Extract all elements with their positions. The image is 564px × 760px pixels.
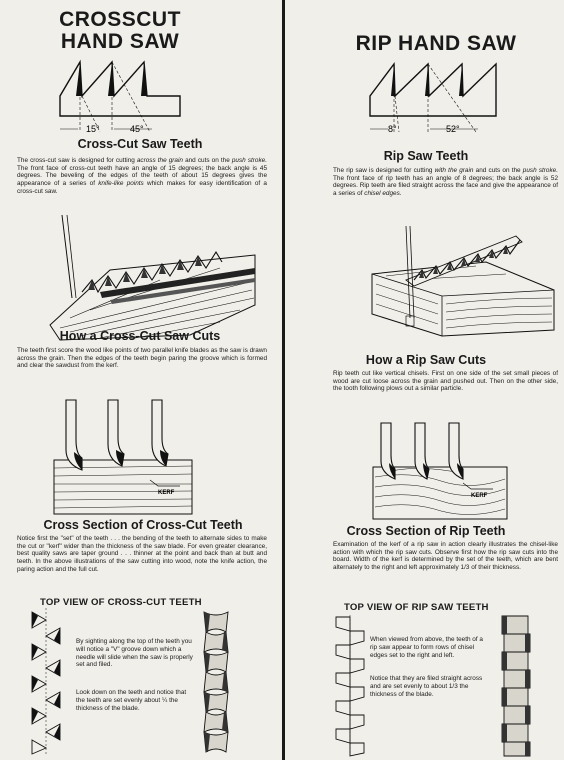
rip-top-view-text-1: When viewed from above, the teeth of a rip saw appear to form rows of chisel edges set to the right and left.	[370, 636, 483, 659]
rip-cuts-text: Rip teeth cut like vertical chisels. First on one side of the set small pieces of wood are cut loose across the grain and pushed out. Then on the other side, the tooth following plows out a similar particle.	[333, 370, 558, 393]
crosscut-top-view-text-1: By sighting along the top of the teeth you will notice a "V" groove down which a needle will slide when the saw is properly set and filed.	[76, 638, 193, 669]
crosscut-title: CROSSCUT HAND SAW	[59, 8, 181, 53]
rip-back-angle-label: 52°	[446, 124, 460, 134]
crosscut-top-view-text-2: Look down on the teeth and notice that the teeth are set evenly about ¼ the thickness of the blade.	[76, 689, 187, 712]
crosscut-top-view-teeth-diagram	[26, 606, 66, 756]
column-divider	[282, 0, 285, 760]
rip-front-angle-label: 8°	[388, 124, 397, 134]
rip-top-view-teeth-diagram	[332, 613, 368, 758]
rip-blade-edge-illustration	[498, 612, 532, 758]
rip-column	[286, 0, 564, 760]
rip-cross-text: Examination of the kerf of a rip saw in action clearly illustrates the chisel-like action with which the rip saw cuts. Observe first how the rip saw cuts into the board. Width of the kerf is determined by the set of the teeth, which are bent alternately to the right and left approximately 1/3 of their thickness.	[333, 541, 558, 572]
rip-title: RIP HAND SAW	[355, 32, 517, 55]
crosscut-cross-text: Notice first the "set" of the teeth . . . the bending of the teeth to alternate sides to make the cut or "kerf" wider than the thickness of the saw blade. For even greater clearance, best quality saws are taper ground . . . thinner at the point and back than at butt and teeth. In the above illustrations of the saw cutting into wood, note the knife action, the paring action and the full cut.	[17, 535, 267, 573]
crosscut-blade-edge-illustration	[198, 608, 234, 756]
crosscut-teeth-text: The cross-cut saw is designed for cutting across the grain and cuts on the push stroke. The front face of cross-cut teeth have an angle of 15 degrees; the back angle is 45 degrees. The beveling of the edges of the teeth of about 15 degrees gives the appearance of a series of knife-like points which makes for easy identification of a cross-cut saw.	[17, 157, 267, 195]
rip-tooth-profile-diagram	[366, 56, 511, 136]
rip-top-view-text-2: Notice that they are filed straight across and are set evenly to about 1/3 the thickness of the blade.	[370, 675, 483, 698]
rip-teeth-heading: Rip Saw Teeth	[383, 149, 469, 163]
rip-top-view-heading: TOP VIEW OF RIP SAW TEETH	[344, 602, 489, 613]
crosscut-top-view-heading: TOP VIEW OF CROSS-CUT TEETH	[40, 597, 202, 608]
crosscut-front-angle-label: 15°	[86, 124, 100, 134]
crosscut-saw-cutting-illustration	[40, 210, 265, 345]
crosscut-teeth-heading: Cross-Cut Saw Teeth	[77, 137, 203, 151]
rip-saw-cutting-illustration	[366, 218, 556, 338]
crosscut-kerf-label: KERF	[158, 490, 175, 496]
crosscut-cuts-heading: How a Cross-Cut Saw Cuts	[59, 329, 221, 343]
crosscut-cross-heading: Cross Section of Cross-Cut Teeth	[43, 518, 243, 532]
crosscut-tooth-profile-diagram	[52, 56, 192, 136]
rip-cross-heading: Cross Section of Rip Teeth	[346, 524, 506, 538]
crosscut-cross-section-diagram	[52, 398, 197, 516]
rip-cross-section-diagram	[371, 421, 511, 521]
crosscut-back-angle-label: 45°	[130, 124, 144, 134]
rip-kerf-label: KERF	[471, 493, 488, 499]
crosscut-cuts-text: The teeth first score the wood like points of two parallel knife blades as the saw is drawn across the grain. Then the edges of the teeth begin paring the groove which is formed and clear the sawdust from the kerf.	[17, 347, 267, 370]
rip-cuts-heading: How a Rip Saw Cuts	[365, 353, 487, 367]
rip-teeth-text: The rip saw is designed for cutting with the grain and cuts on the push stroke. The front face of rip teeth has an angle of 8 degrees; the back angle is 52 degrees. Rip teeth are filed straight across the face and give the appearance of a series of chisel edges.	[333, 167, 559, 198]
